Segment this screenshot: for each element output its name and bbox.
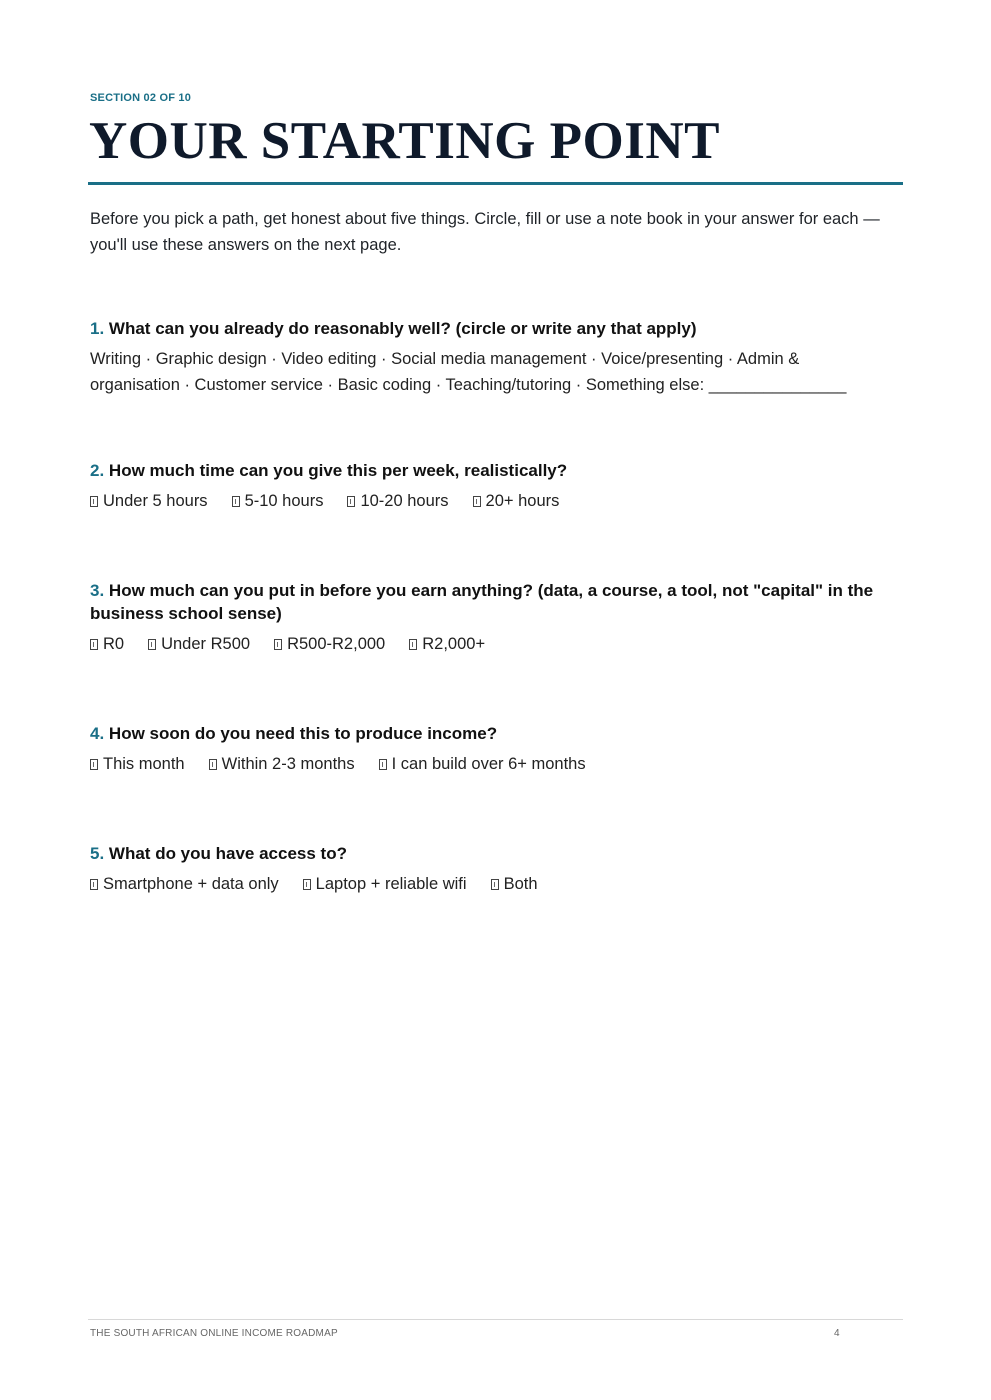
option-label: Smartphone + data only: [103, 875, 279, 893]
question-2: [90, 459, 890, 514]
question-3: [90, 579, 890, 657]
checkbox-icon[interactable]: [473, 496, 481, 507]
checkbox-option[interactable]: [379, 751, 586, 777]
option-label: Under R500: [161, 635, 251, 653]
option-label: Both: [503, 875, 538, 893]
checkbox-icon[interactable]: [232, 496, 240, 507]
checkbox-icon[interactable]: [347, 496, 355, 507]
title-divider: [88, 182, 903, 185]
checkbox-option[interactable]: [90, 488, 208, 514]
checkbox-icon[interactable]: [209, 759, 217, 770]
option-label: 5-10 hours: [244, 492, 324, 510]
option-label: This month: [103, 755, 185, 773]
question-title: [90, 842, 890, 865]
option-label: 20+ hours: [485, 492, 560, 510]
question-title: [90, 579, 890, 625]
intro-paragraph: Before you pick a path, get honest about five things. Circle, fill or use a note book in your answer for each — you'll use these answers on the next page.: [90, 210, 880, 254]
option-label: R0: [103, 635, 125, 653]
checkbox-icon[interactable]: [90, 759, 98, 770]
question-number: 4.: [90, 724, 105, 743]
option-label: 10-20 hours: [360, 492, 449, 510]
checkbox-icon[interactable]: [303, 879, 311, 890]
question-title: [90, 317, 890, 340]
checkbox-option[interactable]: [274, 631, 385, 657]
options-row: [90, 488, 890, 514]
footer-divider: [88, 1319, 903, 1320]
question-title: [90, 459, 890, 482]
checkbox-option[interactable]: [232, 488, 324, 514]
question-4: [90, 722, 890, 777]
footer-title: THE SOUTH AFRICAN ONLINE INCOME ROADMAP: [90, 1328, 338, 1339]
checkbox-option[interactable]: [90, 631, 124, 657]
options-row: [90, 751, 890, 777]
page-title: YOUR STARTING POINT: [89, 112, 720, 170]
checkbox-icon[interactable]: [274, 639, 282, 650]
checkbox-option[interactable]: [303, 871, 467, 897]
option-label: Under 5 hours: [103, 492, 208, 510]
checkbox-option[interactable]: [409, 631, 485, 657]
checkbox-icon[interactable]: [409, 639, 417, 650]
options-row: [90, 871, 890, 897]
question-title: [90, 722, 890, 745]
checkbox-option[interactable]: [491, 871, 538, 897]
question-1: [90, 317, 890, 398]
question-text: How much can you put in before you earn anything? (data, a course, a tool, not "capital" in the business school sense): [90, 581, 874, 623]
question-number: 1.: [90, 319, 105, 338]
checkbox-icon[interactable]: [90, 639, 98, 650]
section-label: SECTION 02 OF 10: [90, 92, 192, 104]
question-text: How much time can you give this per week, realistically?: [108, 461, 568, 480]
checkbox-option[interactable]: [473, 488, 560, 514]
page-number: 4: [834, 1328, 840, 1339]
skills-list: Writing · Graphic design · Video editing · Social media management · Voice/presenting · Admin & organisation · Customer service · Basic coding · Teaching/tutoring · Something else: _______________: [90, 350, 847, 394]
options-row: [90, 631, 890, 657]
option-label: I can build over 6+ months: [391, 755, 586, 773]
checkbox-option[interactable]: [209, 751, 355, 777]
checkbox-option[interactable]: [347, 488, 448, 514]
question-number: 3.: [90, 581, 105, 600]
question-number: 2.: [90, 461, 105, 480]
checkbox-option[interactable]: [148, 631, 250, 657]
question-text: What can you already do reasonably well? (circle or write any that apply): [108, 319, 697, 338]
checkbox-icon[interactable]: [148, 639, 156, 650]
question-5: [90, 842, 890, 897]
checkbox-icon[interactable]: [90, 496, 98, 507]
question-text: How soon do you need this to produce income?: [108, 724, 498, 743]
checkbox-icon[interactable]: [379, 759, 387, 770]
option-label: R2,000+: [422, 635, 486, 653]
checkbox-option[interactable]: [90, 751, 185, 777]
checkbox-icon[interactable]: [491, 879, 499, 890]
checkbox-option[interactable]: [90, 871, 279, 897]
option-label: Within 2-3 months: [221, 755, 355, 773]
option-label: Laptop + reliable wifi: [315, 875, 467, 893]
option-label: R500-R2,000: [287, 635, 386, 653]
question-number: 5.: [90, 844, 105, 863]
checkbox-icon[interactable]: [90, 879, 98, 890]
question-text: What do you have access to?: [108, 844, 347, 863]
